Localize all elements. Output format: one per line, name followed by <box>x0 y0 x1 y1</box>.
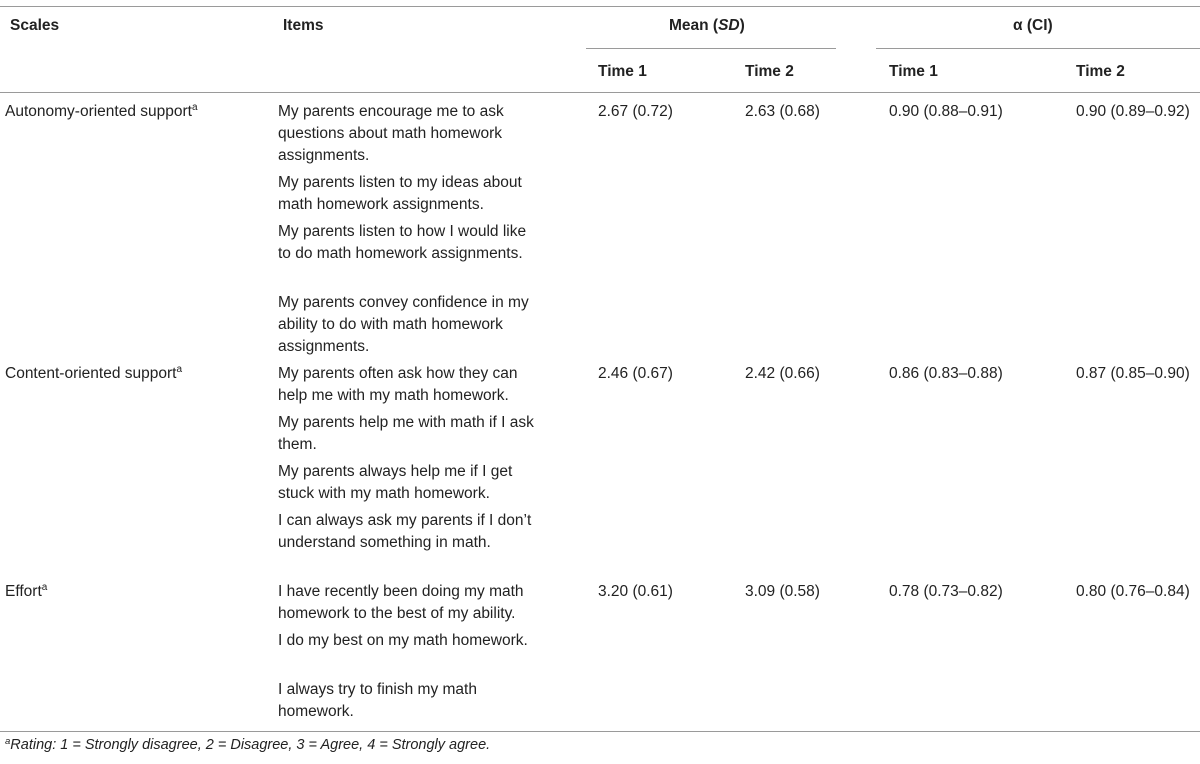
scale-footnote-mark: a <box>41 582 48 593</box>
header-alpha-time1: Time 1 <box>889 63 938 80</box>
alpha-time1-value: 0.90 (0.88–0.91) <box>889 103 1003 120</box>
header-bottom-rule <box>0 92 1200 93</box>
scale-footnote-mark: a <box>176 364 183 375</box>
scale-name <box>5 101 198 123</box>
mean-time2-value: 2.63 (0.68) <box>745 103 820 120</box>
mean-time1-value: 3.20 (0.61) <box>598 583 673 600</box>
header-scales: Scales <box>10 17 60 34</box>
top-rule <box>0 6 1200 7</box>
header-mean-sd: SD <box>718 17 740 34</box>
header-mean-time1: Time 1 <box>598 63 647 80</box>
mean-time1-value: 2.67 (0.72) <box>598 103 673 120</box>
header-items: Items <box>283 17 324 34</box>
header-mean-suffix: ) <box>739 17 745 34</box>
mean-time2-value: 3.09 (0.58) <box>745 583 820 600</box>
header-mean-prefix: Mean ( <box>669 17 719 34</box>
item-text: My parents listen to how I would like to do math homework assignments. <box>278 223 527 262</box>
item-text: My parents always help me if I get stuck with my math homework. <box>278 463 513 502</box>
mean-group-rule <box>586 48 836 49</box>
alpha-time1-value: 0.78 (0.73–0.82) <box>889 583 1003 600</box>
header-mean-time2: Time 2 <box>745 63 794 80</box>
header-alpha: α (CI) <box>1013 17 1053 34</box>
alpha-time2-value: 0.87 (0.85–0.90) <box>1076 365 1190 382</box>
mean-time1-value: 2.46 (0.67) <box>598 365 673 382</box>
item-text: My parents encourage me to ask questions about math homework assignments. <box>278 103 504 164</box>
item-text: My parents listen to my ideas about math homework assignments. <box>278 174 522 213</box>
scale-footnote-mark: a <box>191 102 198 113</box>
alpha-time2-value: 0.90 (0.89–0.92) <box>1076 103 1190 120</box>
item-text: I do my best on my math homework. <box>278 632 528 649</box>
table-bottom-rule <box>0 731 1200 732</box>
scale-label: Autonomy-oriented support <box>5 103 192 120</box>
item-text: I always try to finish my math homework. <box>278 681 477 720</box>
item-text: My parents help me with math if I ask them. <box>278 414 534 453</box>
item-text: My parents convey confidence in my ability to do with math homework assignments. <box>278 294 529 355</box>
footnote-text: Rating: 1 = Strongly disagree, 2 = Disagree, 3 = Agree, 4 = Strongly agree. <box>10 737 491 753</box>
scale-name <box>5 363 182 385</box>
table-footnote <box>5 737 490 753</box>
header-alpha-time2: Time 2 <box>1076 63 1125 80</box>
item-text: I have recently been doing my math homework to the best of my ability. <box>278 583 524 622</box>
item-text: My parents often ask how they can help me with my math homework. <box>278 365 518 404</box>
mean-time2-value: 2.42 (0.66) <box>745 365 820 382</box>
scale-name <box>5 581 47 603</box>
alpha-group-rule <box>876 48 1200 49</box>
header-mean <box>669 15 745 37</box>
scale-label: Effort <box>5 583 42 600</box>
footnote-mark: a <box>5 736 11 747</box>
alpha-time1-value: 0.86 (0.83–0.88) <box>889 365 1003 382</box>
item-text: I can always ask my parents if I don’t understand something in math. <box>278 512 532 551</box>
scale-label: Content-oriented support <box>5 365 177 382</box>
alpha-time2-value: 0.80 (0.76–0.84) <box>1076 583 1190 600</box>
